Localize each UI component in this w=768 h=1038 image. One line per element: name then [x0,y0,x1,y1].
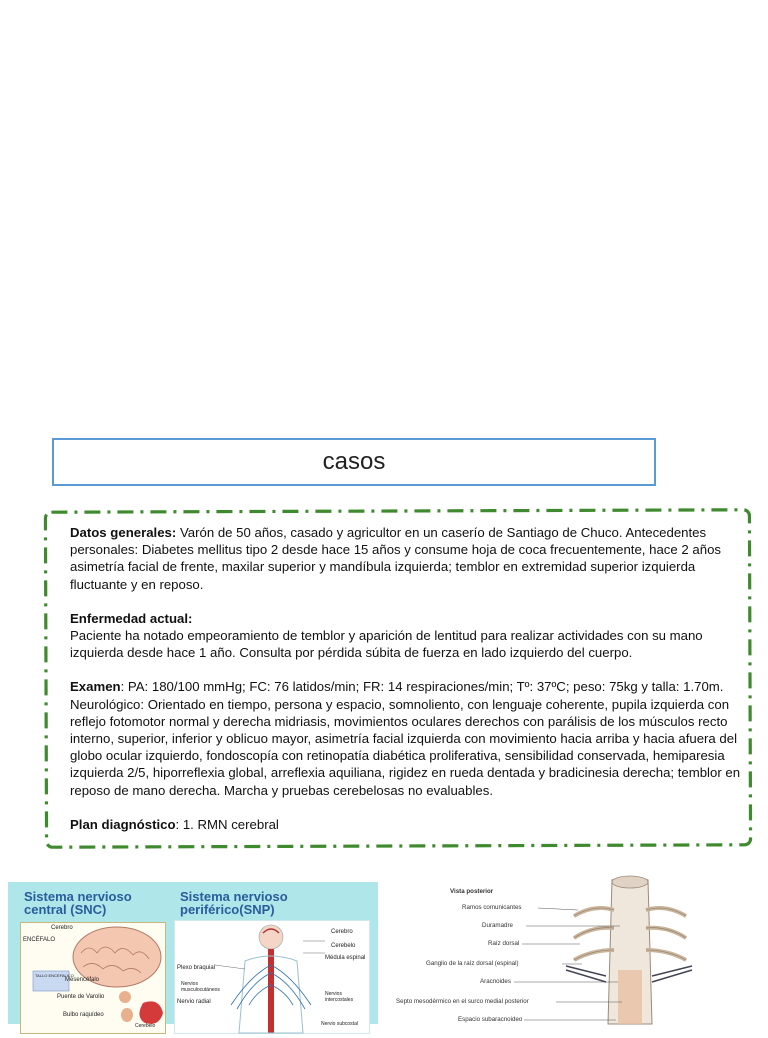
label-raiz-dorsal: Raíz dorsal [488,940,520,947]
label-aracnoides: Aracnoides [480,978,511,985]
label-cerebro: Cerebro [51,925,73,931]
label-mesencefalo: Mesencéfalo [65,977,100,983]
enfermedad-label: Enfermedad actual: [70,610,193,626]
datos-paragraph [70,524,746,593]
label-ganglio: Ganglio de la raíz dorsal (espinal) [426,960,519,967]
label-nervio-subcostal: Nervio subcostal [321,1021,358,1027]
datos-label: Datos generales: [70,525,177,540]
case-box [44,508,752,850]
enfermedad-paragraph [70,610,746,662]
snc-title: Sistema nervioso central (SNC) [24,889,132,917]
label-nervio-radial: Nervio radial [177,999,211,1005]
section-title: casos [52,438,656,486]
body-illustration [175,921,369,1033]
label-nervios-musculo: Nervios musculocutáneos [181,981,220,993]
snc-panel [20,922,166,1034]
label-vista-posterior: Vista posterior [450,888,494,895]
plan-label: Plan diagnóstico [70,816,176,832]
plan-text: : 1. RMN cerebral [175,816,279,832]
case-text [70,524,746,833]
enfermedad-text: Paciente ha notado empeoramiento de temblor y aparición de lentitud para realizar actividades con su mano izquierda desde hace 1 año. Consulta por pérdida súbita de fuerza en lado izquierdo del cuerpo. [70,628,703,661]
label-cerebelo2: Cerebelo [331,943,356,949]
examen-text: : PA: 180/100 mmHg; FC: 76 latidos/min; FR: 14 respiraciones/min; Tº: 37ºC; peso: 75kg y talla: 1.70m. Neurológico: Orientado en tiempo, persona y espacio, somnoliento, con lenguaje coherente, pupila izquierda con reflejo fotomotor normal y derecha midriasis, movimientos oculares derechos con parálisis de los músculos recto interno, superior, inferior y oblicuo mayor, asimetría facial izquierda con movimiento hacia arriba y hacia afuera del globo ocular izquierdo, fondoscopía con retinopatía diabética proliferativa, sensibilidad conservada, hemiparesia izquierda 2/5, hiporreflexia global, arreflexia aquiliana, rigidez en rueda dentada y bradicinesia derecha; temblor en reposo de mano derecha. Marcha y pruebas cerebelosas no evaluables. [70,679,741,798]
label-medula: Médula espinal [325,955,366,961]
label-ramos: Ramos comunicantes [462,904,522,911]
label-encefalo: ENCÉFALO [23,937,56,943]
label-varolio: Puente de Varolio [57,994,105,1000]
label-nervios-intercostales: Nervios intercostales [325,991,354,1003]
label-espacio: Espacio subaracnoideo [458,1016,523,1023]
label-bulbo: Bulbo raquídeo [63,1012,104,1018]
spinal-cord-figure [396,870,768,1024]
label-duramadre: Duramadre [482,922,513,929]
plan-paragraph [70,816,746,833]
datos-text: Varón de 50 años, casado y agricultor en un caserío de Santiago de Chuco. Antecedentes personales: Diabetes mellitus tipo 2 desde hace 15 años y consume hoja de coca frecuentemente, hace 2 años asimetría facial de frente, maxilar superior y mandíbula izquierda; temblor en extremidad superior izquierda fluctuante y en reposo. [70,525,721,592]
snp-title: Sistema nervioso periférico(SNP) [180,889,288,917]
snp-panel [174,920,370,1034]
label-cerebelo: Cerebelo [135,1023,156,1029]
label-tallo: TALLO ENCEFALICO [35,973,74,978]
label-septo: Septo mesodérmico en el surco medial posterior [396,998,529,1005]
examen-label: Examen [70,679,121,695]
examen-paragraph [70,678,746,798]
nervous-system-figure [8,882,378,1029]
label-cerebro2: Cerebro [331,929,353,935]
label-plexo: Plexo braquial [177,965,216,971]
